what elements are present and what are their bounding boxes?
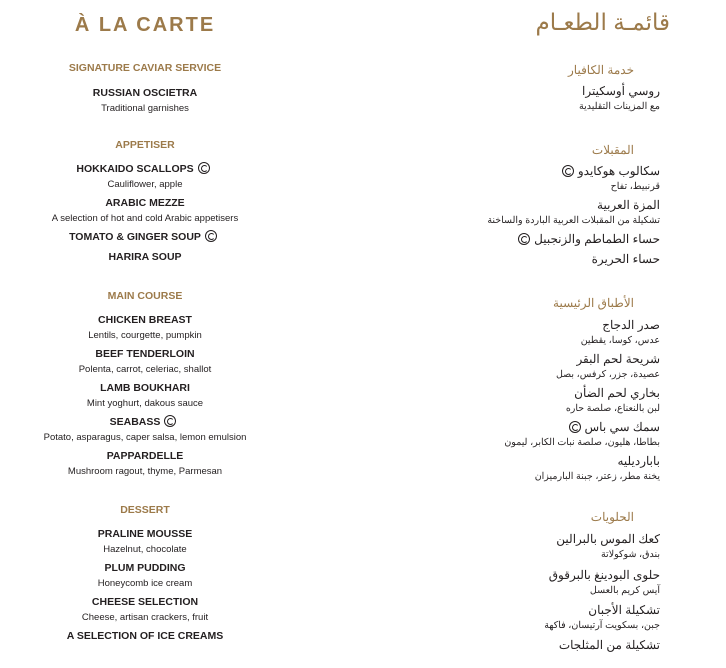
item-name: CHEESE SELECTION xyxy=(91,596,199,608)
menu-item xyxy=(470,530,660,560)
item-description: بندق، شوكولاتة xyxy=(600,549,660,560)
section-title: MAIN COURSE xyxy=(107,290,183,302)
item-description: بطاطا، هليون، صلصة نبات الكابر، ليمون xyxy=(504,437,660,448)
item-name: المزة العربية xyxy=(597,198,660,212)
menu-item xyxy=(470,350,660,380)
menu-item xyxy=(0,446,290,477)
item-description: Honeycomb ice cream xyxy=(97,578,193,589)
item-name: روسي أوسكيترا xyxy=(582,84,660,98)
menu-item xyxy=(0,412,290,443)
item-name: شريحة لحم البقر xyxy=(576,352,660,366)
menu-item xyxy=(470,196,660,226)
menu-item xyxy=(0,558,290,589)
menu-item xyxy=(0,524,290,555)
item-description: Cauliflower, apple xyxy=(107,179,183,190)
signature-icon xyxy=(164,415,176,427)
item-name: تشكيلة الأجبان xyxy=(588,603,660,617)
item-name: تشكيلة من المثلجات xyxy=(558,638,660,652)
menu-item xyxy=(470,601,660,631)
menu-item xyxy=(470,384,660,414)
item-name: صدر الدجاج xyxy=(602,318,660,332)
item-name: بخاري لحم الضأن xyxy=(574,386,660,400)
item-description: لبن بالنعناع، صلصة حاره xyxy=(565,403,660,414)
item-description: جبن، بسكويت آرتيسان، فاكهة xyxy=(544,620,660,631)
item-description: A selection of hot and cold Arabic appetisers xyxy=(51,213,239,224)
menu-item xyxy=(0,626,290,644)
signature-icon xyxy=(205,230,217,242)
section-title: الحلويات xyxy=(590,510,634,524)
item-name: PAPPARDELLE xyxy=(106,450,184,462)
item-name: باباردیلیه xyxy=(617,454,660,468)
item-name: حساء الحريرة xyxy=(591,252,660,266)
item-description: تشكيلة من المقبلات العربية الباردة والساخنة xyxy=(487,215,660,226)
item-description: Mushroom ragout, thyme, Parmesan xyxy=(67,466,223,477)
menu-item xyxy=(470,230,660,248)
item-name: HARIRA SOUP xyxy=(108,251,182,263)
menu-item xyxy=(0,592,290,623)
section-title: DESSERT xyxy=(120,504,170,516)
item-name: ARABIC MEZZE xyxy=(105,197,185,209)
item-name: A SELECTION OF ICE CREAMS xyxy=(66,630,224,642)
item-description: Hazelnut, chocolate xyxy=(103,544,187,555)
menu-item xyxy=(470,250,660,268)
item-name: سمك سي باس xyxy=(584,420,660,434)
menu-item xyxy=(0,310,290,341)
menu-item xyxy=(0,247,290,265)
section-title: خدمة الكافيار xyxy=(568,63,634,77)
item-description: Lentils, courgette, pumpkin xyxy=(88,330,202,341)
menu-item xyxy=(470,452,660,482)
item-name: PRALINE MOUSSE xyxy=(97,528,193,540)
menu-item xyxy=(0,159,290,190)
menu-item xyxy=(470,636,660,654)
menu-item xyxy=(0,83,290,114)
item-description: يخنة مطر، زعتر، جبنة البارميزان xyxy=(534,471,660,482)
title-en: À LA CARTE xyxy=(74,14,216,36)
item-name: حلوى البودينغ بالبرقوق xyxy=(548,568,660,582)
section-title: SIGNATURE CAVIAR SERVICE xyxy=(68,62,222,74)
item-name: HOKKAIDO SCALLOPS xyxy=(76,163,194,175)
title-ar: قائمـة الطعـام xyxy=(535,9,670,35)
item-name: سكالوب هوكايدو xyxy=(577,164,660,178)
item-name: CHICKEN BREAST xyxy=(98,314,192,326)
menu-item xyxy=(470,82,660,112)
item-name: كعك الموس بالبرالين xyxy=(556,532,660,546)
section-title: APPETISER xyxy=(115,139,175,151)
menu-item xyxy=(470,566,660,596)
menu-item xyxy=(0,227,290,245)
item-description: Potato, asparagus, caper salsa, lemon emulsion xyxy=(43,432,247,443)
signature-icon xyxy=(562,165,574,177)
signature-icon xyxy=(518,233,530,245)
item-name: حساء الطماطم والزنجبيل xyxy=(534,232,660,246)
item-description: Mint yoghurt, dakous sauce xyxy=(86,398,204,409)
menu-item xyxy=(470,316,660,346)
item-name: RUSSIAN OSCIETRA xyxy=(92,87,198,99)
item-description: Cheese, artisan crackers, fruit xyxy=(81,612,209,623)
item-description: قرنبيط، تفاح xyxy=(610,181,660,192)
menu-item xyxy=(470,418,660,448)
item-description: مع المزينات التقليدية xyxy=(579,101,660,112)
menu-item xyxy=(0,344,290,375)
menu-item xyxy=(0,193,290,224)
item-description: آيس كريم بالعسل xyxy=(589,585,660,596)
menu-item xyxy=(0,378,290,409)
menu-item xyxy=(470,162,660,192)
item-description: عدس، كوسا، يقطين xyxy=(580,335,660,346)
section-title: المقبلات xyxy=(591,143,634,157)
section-title: الأطباق الرئيسية xyxy=(553,296,634,310)
item-name: SEABASS xyxy=(109,416,161,428)
signature-icon xyxy=(569,421,581,433)
item-description: Traditional garnishes xyxy=(101,103,189,114)
item-description: عصيدة، جزر، كرفس، بصل xyxy=(555,369,660,380)
item-description: Polenta, carrot, celeriac, shallot xyxy=(78,364,212,375)
item-name: BEEF TENDERLOIN xyxy=(95,348,195,360)
signature-icon xyxy=(198,162,210,174)
item-name: PLUM PUDDING xyxy=(104,562,186,574)
item-name: LAMB BOUKHARI xyxy=(100,382,190,394)
item-name: TOMATO & GINGER SOUP xyxy=(69,231,201,243)
